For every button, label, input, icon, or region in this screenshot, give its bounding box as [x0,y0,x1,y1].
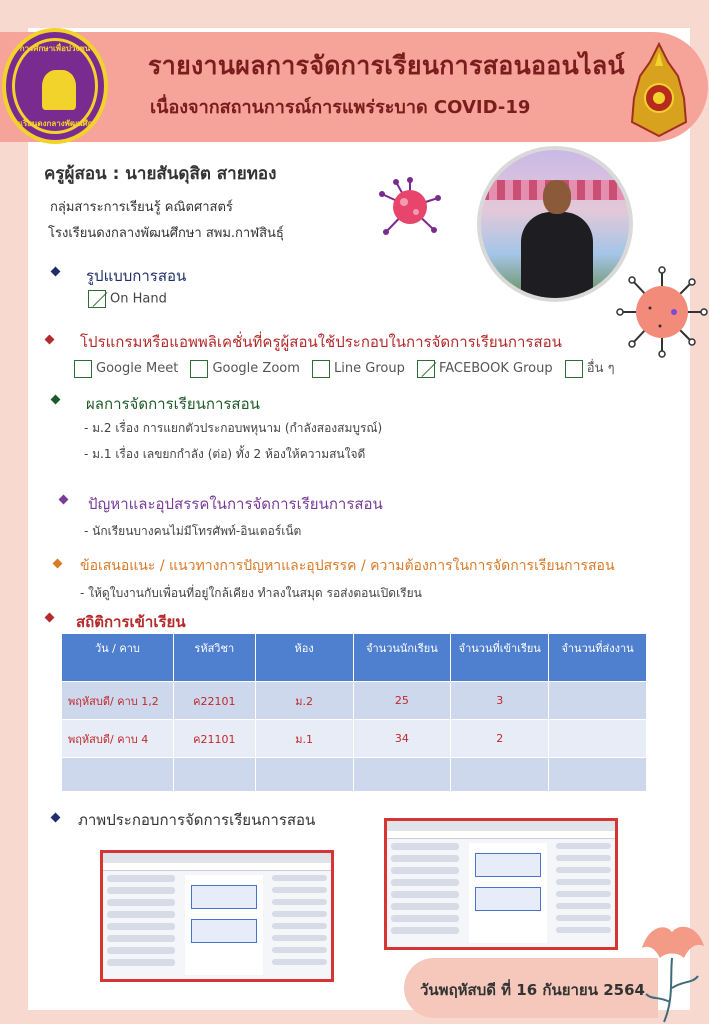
screenshot-right [272,875,327,975]
cell-empty [549,758,647,792]
col-attended: จำนวนที่เข้าเรียน [451,634,549,682]
col-submitted: จำนวนที่ส่งงาน [549,634,647,682]
ministry-emblem-icon [628,42,690,138]
cell-day-period: พฤหัสบดี/ คาบ 4 [62,720,174,758]
attendance-title: สถิติการเข้าเรียน [76,613,186,631]
cell-room: ม.2 [255,682,353,720]
teaching-mode-option [88,290,167,308]
subject-group: กลุ่มสาระการเรียนรู้ คณิตศาสตร์ [50,200,233,215]
page-subtitle: เนื่องจากสถานการณ์การแพร่ระบาด COVID-19 [150,97,531,118]
cell-attended: 3 [451,682,549,720]
logo-text-bottom: โรงเรียนดงกลางพัฒนศึกษา [7,119,103,128]
col-subject-code: รหัสวิชา [173,634,255,682]
screenshot-nav-bar [387,831,615,839]
cell-submitted [549,682,647,720]
col-room: ห้อง [255,634,353,682]
virus-large-icon [616,266,709,358]
option-label: Google Meet [96,361,179,376]
suggestions-item-1: - ให้ดูใบงานกับเพื่อนที่อยู่ใกล้เคียง ทำลงในสมุด รอส่งตอนเปิดเรียน [80,586,422,600]
logo-emblem-icon [42,70,76,110]
teacher-photo [477,146,633,302]
page-title: รายงานผลการจัดการเรียนการสอนออนไลน์ [148,51,625,80]
school-logo [2,28,108,144]
table-row [62,758,647,792]
problems-title: ปัญหาและอุปสรรคในการจัดการเรียนการสอน [88,495,383,513]
screenshot-right [556,843,611,943]
cell-empty [62,758,174,792]
screenshot-facebook-group-2 [384,818,618,950]
results-title: ผลการจัดการเรียนการสอน [86,395,260,413]
results-item-2: - ม.1 เรื่อง เลขยกกำลัง (ต่อ) ทั้ง 2 ห้องให้ความสนใจดี [84,447,366,461]
screenshot-sidebar [107,875,175,975]
option-label: Line Group [334,361,405,376]
screenshot-facebook-group-1 [100,850,334,982]
programs-options [74,357,623,378]
report-date: วันพฤหัสบดี ที่ 16 กันยายน 2564 [420,981,645,999]
checkbox-line-group[interactable] [312,360,330,378]
logo-text-top: การศึกษาเพื่อปวงชน [19,44,91,53]
cell-room: ม.1 [255,720,353,758]
option-line-group[interactable] [312,361,405,376]
cell-empty [173,758,255,792]
results-item-1: - ม.2 เรื่อง การแยกตัวประกอบพหุนาม (กำลังสองสมบูรณ์) [84,421,383,435]
problems-item-1: - นักเรียนบางคนไม่มีโทรศัพท์-อินเตอร์เน็ต [84,524,302,538]
cell-day-period: พฤหัสบดี/ คาบ 1,2 [62,682,174,720]
attendance-table [61,633,647,792]
photo-person-head [543,180,571,214]
option-google-zoom[interactable] [190,361,299,376]
table-row [62,720,647,758]
cell-subject-code: ค22101 [173,682,255,720]
screenshot-browser-bar [387,821,615,831]
cell-attended: 2 [451,720,549,758]
checkbox-other[interactable] [565,360,583,378]
cell-submitted [549,720,647,758]
school-name: โรงเรียนดงกลางพัฒนศึกษา สพม.กาฬสินธุ์ [48,226,284,241]
programs-title: โปรแกรมหรือแอพพลิเคชั่นที่ครูผู้สอนใช้ประกอบในการจัดการเรียนการสอน [80,333,562,351]
option-label: FACEBOOK Group [438,361,553,376]
flower-icon [634,918,709,1024]
cell-empty [353,758,451,792]
checkbox-google-zoom[interactable] [190,360,208,378]
suggestions-title: ข้อเสนอแนะ / แนวทางการปัญหาและอุปสรรค / ความต้องการในการจัดการเรียนการสอน [80,558,615,574]
teacher-name: ครูผู้สอน : นายสันดุสิต สายทอง [44,164,277,184]
teaching-mode-title: รูปแบบการสอน [86,267,187,285]
col-day-period: วัน / คาบ [62,634,174,682]
col-student-count: จำนวนนักเรียน [353,634,451,682]
option-facebook-group[interactable] [417,361,553,376]
teaching-mode-checkbox[interactable] [88,290,106,308]
option-label: อื่น ๆ [586,361,615,376]
screenshot-sidebar [391,843,459,943]
screenshot-nav-bar [103,863,331,871]
screenshot-main [185,875,263,975]
cell-empty [451,758,549,792]
teaching-mode-label: On Hand [110,291,167,307]
cell-student-count: 25 [353,682,451,720]
photo-person-body [521,212,593,302]
screenshot-main [469,843,547,943]
option-other[interactable] [565,361,615,376]
checkbox-google-meet[interactable] [74,360,92,378]
screenshot-browser-bar [103,853,331,863]
cell-student-count: 34 [353,720,451,758]
cell-subject-code: ค21101 [173,720,255,758]
images-title: ภาพประกอบการจัดการเรียนการสอน [78,811,316,829]
virus-icon [376,176,444,238]
option-label: Google Zoom [212,361,300,376]
table-header-row [62,634,647,682]
checkbox-facebook-group[interactable] [417,360,435,378]
option-google-meet[interactable] [74,361,178,376]
cell-empty [255,758,353,792]
table-row [62,682,647,720]
